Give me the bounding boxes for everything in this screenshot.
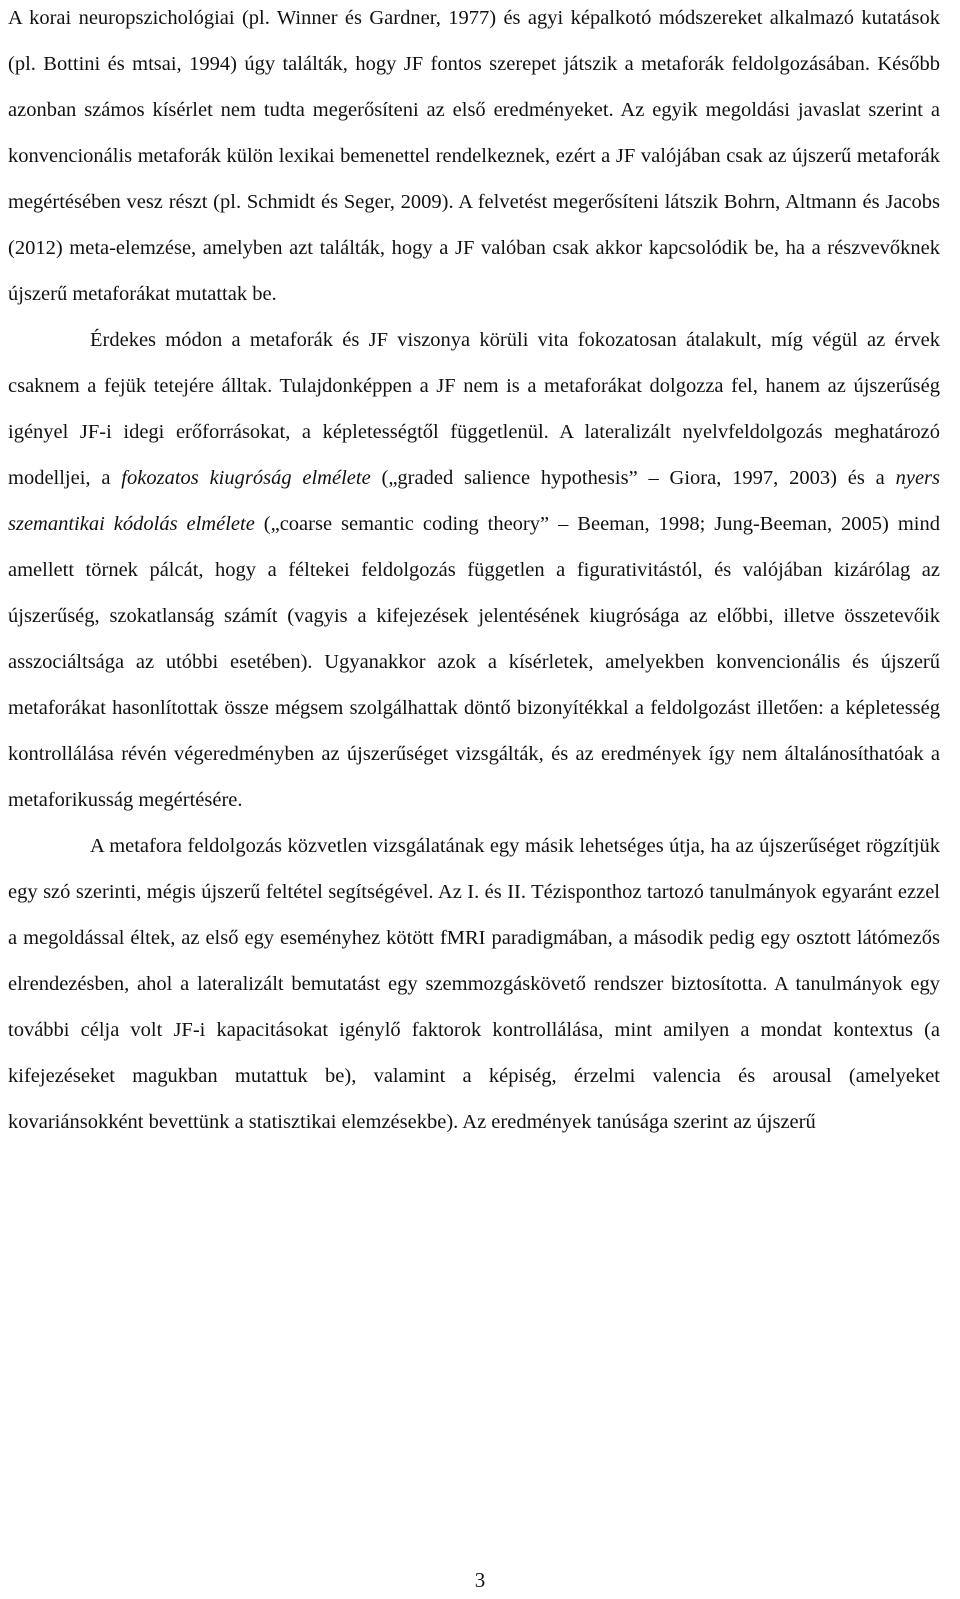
text-run: A metafora feldolgozás közvetlen vizsgálatának egy másik lehetséges útja, ha az újszerűséget rögzítjük egy szó szerinti, mégis újszerű feltétel segítségével. Az I. és II. Tézisponthoz tartozó tanulmányok egyaránt ezzel a megoldással éltek, az első egy eseményhez kötött fMRI paradigmában, a második pedig egy osztott látómezős elrendezésben, ahol a lateralizált bemutatást egy szemmozgáskövető rendszer biztosította. A tanulmányok egy további célja volt JF-i kapacitásokat igénylő faktorok kontrollálása, mint amilyen a mondat kontextus (a kifejezéseket magukban mutattuk be), valamint a képiség, érzelmi valencia és arousal (amelyeket kovariánsokként bevettünk a statisztikai elemzésekbe). Az eredmények tanúsága szerint az újszerű — [8, 835, 940, 1133]
text-run: A korai neuropszichológiai (pl. Winner és Gardner, 1977) és agyi képalkotó módszereket alkalmazó kutatások (pl. Bottini és mtsai, 1994) úgy találták, hogy JF fontos szerepet játszik a metaforák feldolgozásában. Később azonban számos kísérlet nem tudta megerősíteni az első eredményeket. Az egyik megoldási javaslat szerint a konvencionális metaforák külön lexikai bemenettel rendelkeznek, ezért a JF valójában csak az újszerű metaforák megértésében vesz részt (pl. Schmidt és Seger, 2009). A felvetést megerősíteni látszik Bohrn, Altmann és Jacobs (2012) meta-elemzése, amelyben azt találták, hogy a JF valóban csak akkor kapcsolódik be, ha a részvevőknek újszerű metaforákat mutattak be. — [8, 7, 940, 305]
paragraph-1 — [8, 0, 940, 317]
page-number: 3 — [474, 1568, 486, 1592]
text-run: („graded salience hypothesis” – Giora, 1997, 2003) és a — [370, 467, 896, 489]
paragraph-2 — [8, 317, 940, 823]
italic-term: fokozatos kiugróság elmélete — [121, 467, 371, 489]
text-run: Érdekes módon a metaforák és JF viszonya körüli vita fokozatosan átalakult, míg végül az érvek csaknem a fejük tetejére álltak. Tulajdonképpen a JF nem is a metaforákat dolgozza fel, hanem az újszerűség igényel JF-i idegi erőforrásokat, a képletességtől függetlenül. A lateralizált nyelvfeldolgozás meghatározó modelljei, a — [8, 329, 940, 489]
text-run: („coarse semantic coding theory” – Beeman, 1998; Jung-Beeman, 2005) mind amellett törnek pálcát, hogy a féltekei feldolgozás független a figurativitástól, és valójában kizárólag az újszerűség, szokatlanság számít (vagyis a kifejezések jelentésének kiugrósága az előbbi, illetve összetevőik asszociáltsága az utóbbi esetében). Ugyanakkor azok a kísérletek, amelyekben konvencionális és újszerű metaforákat hasonlítottak össze mégsem szolgálhattak döntő bizonyítékkal a feldolgozást illetően: a képletesség kontrollálása révén végeredményben az újszerűséget vizsgálták, és az eredmények így nem általánosíthatóak a metaforikusság megértésére. — [8, 513, 941, 811]
paragraph-3 — [8, 823, 940, 1145]
italic-term: nyers szemantikai kódolás elmélete — [8, 467, 941, 535]
document-page — [8, 0, 940, 1145]
